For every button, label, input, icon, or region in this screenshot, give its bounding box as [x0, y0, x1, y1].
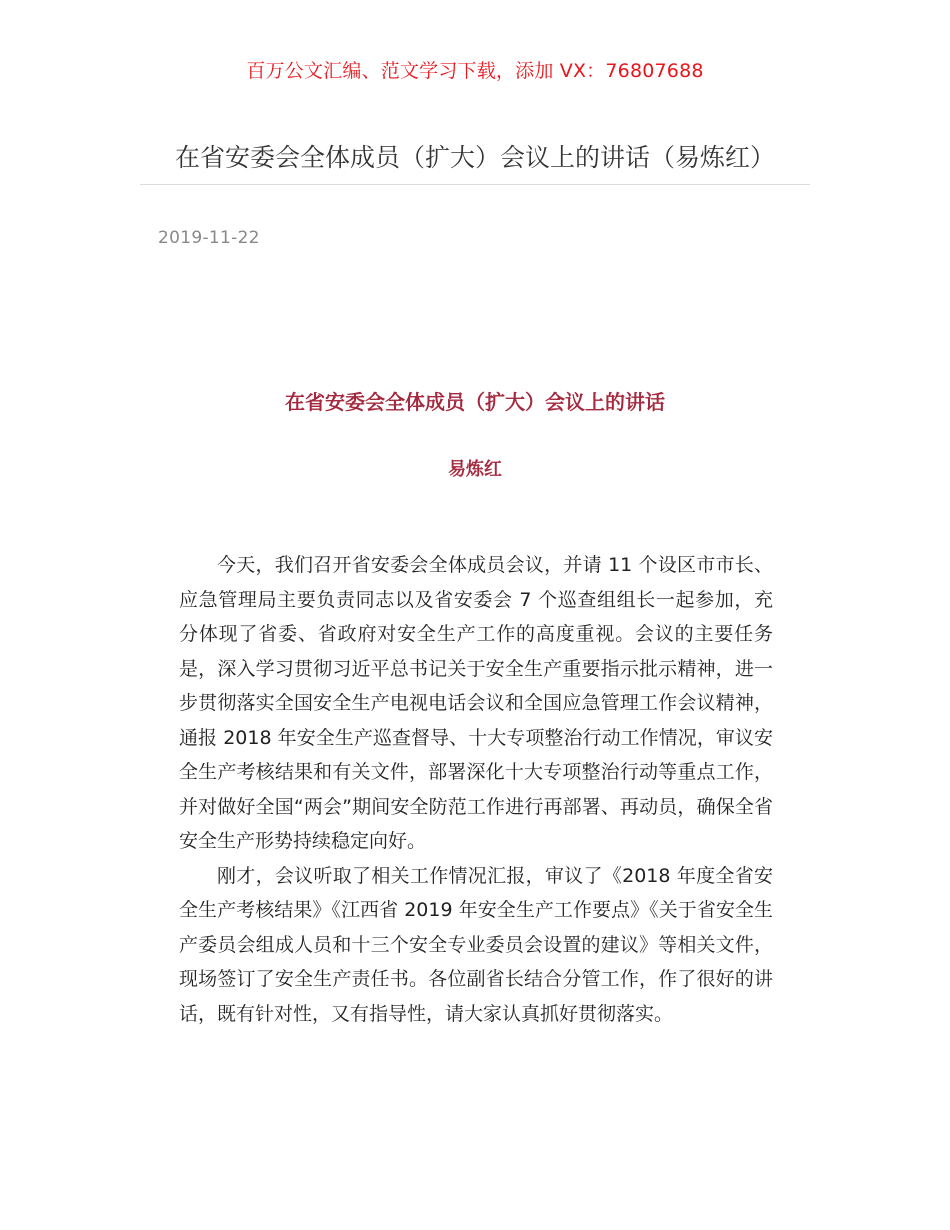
promo-banner: 百万公文汇编、范文学习下载，添加 VX：76807688	[246, 60, 704, 82]
title-divider	[140, 184, 810, 185]
article-author: 易炼红	[448, 459, 502, 480]
article-title: 在省安委会全体成员（扩大）会议上的讲话	[285, 390, 665, 414]
article-body	[179, 548, 773, 1031]
publish-date: 2019-11-22	[158, 228, 260, 248]
paragraph-2: 刚才，会议听取了相关工作情况汇报，审议了《2018 年度全省安全生产考核结果》《江西省 2019 年安全生产工作要点》《关于省安全生产委员会组成人员和十三个安全专业委员会设置的建议》等相关文件，现场签订了安全生产责任书。各位副省长结合分管工作，作了很好的讲话，既有针对性，又有指导性，请大家认真抓好贯彻落实。	[179, 864, 773, 1025]
page-title: 在省安委会全体成员（扩大）会议上的讲话（易炼红）	[174, 143, 775, 172]
paragraph-1: 今天，我们召开省安委会全体成员会议，并请 11 个设区市市长、应急管理局主要负责同志以及省安委会 7 个巡查组组长一起参加，充分体现了省委、省政府对安全生产工作的高度重视。会议的主要任务是，深入学习贯彻习近平总书记关于安全生产重要指示批示精神，进一步贯彻落实全国安全生产电视电话会议和全国应急管理工作会议精神，通报 2018 年安全生产巡查督导、十大专项整治行动工作情况，审议安全生产考核结果和有关文件，部署深化十大专项整治行动等重点工作，并对做好全国“两会”期间安全防范工作进行再部署、再动员，确保全省安全生产形势持续稳定向好。	[179, 554, 773, 852]
